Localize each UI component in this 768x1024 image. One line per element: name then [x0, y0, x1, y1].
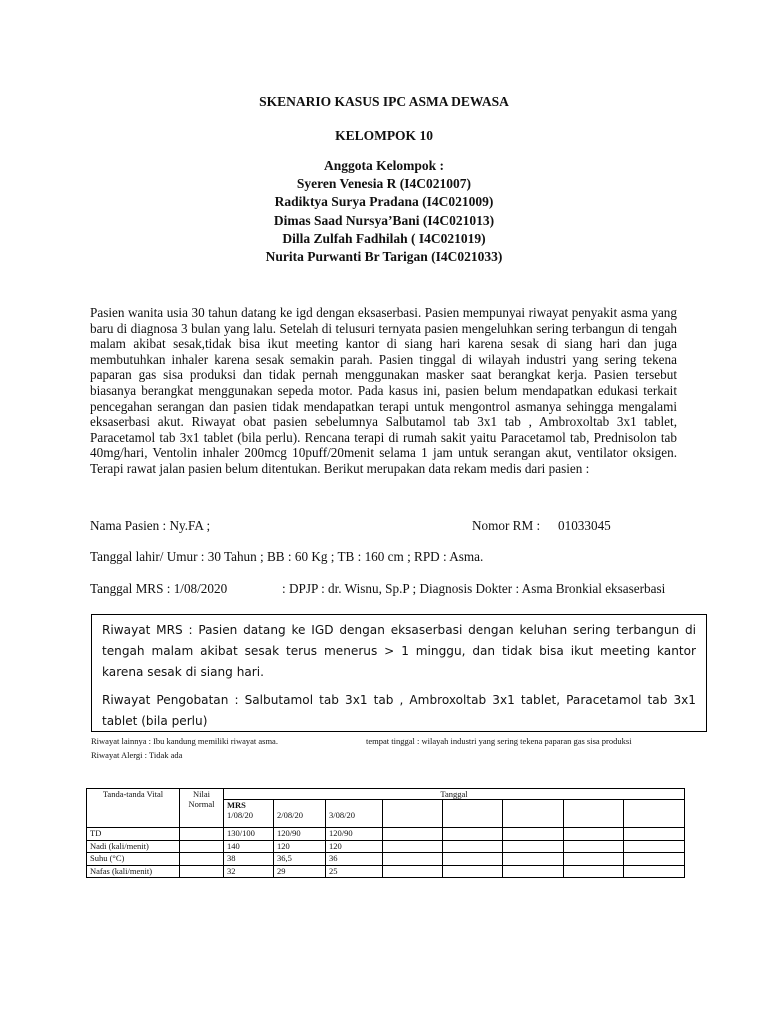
date-cell [224, 800, 274, 828]
date-cell: 2/08/20 [274, 800, 326, 828]
date-value: 1/08/20 [227, 810, 253, 820]
residence-note: tempat tinggal : wilayah industri yang sering tekena paparan gas sisa produksi [366, 736, 632, 746]
member-list [0, 157, 768, 266]
admission-marker: MRS [227, 800, 246, 810]
vital-value: 120/90 [326, 828, 383, 841]
vital-value: 25 [326, 865, 383, 878]
vital-label: TD [87, 828, 180, 841]
medication-history: Riwayat Pengobatan : Salbutamol tab 3x1 tab , Ambroxoltab 3x1 tablet, Paracetamol tab 3x1 tablet (bila perlu) [102, 693, 696, 728]
vital-signs-table [86, 788, 685, 878]
vital-label: Nadi (kali/menit) [87, 840, 180, 853]
vital-value: 140 [224, 840, 274, 853]
medical-record-number: 01033045 [558, 518, 611, 533]
header-normal-value: Nilai Normal [180, 789, 224, 828]
doctor-diagnosis: : DPJP : dr. Wisnu, Sp.P ; Diagnosis Dokter : Asma Bronkial eksaserbasi [282, 581, 666, 596]
member-list-heading: Anggota Kelompok : [323, 158, 444, 173]
patient-name: Nama Pasien : Ny.FA ; [90, 518, 211, 533]
date-cell [443, 800, 503, 828]
date-cell [624, 800, 685, 828]
table-row [87, 828, 685, 841]
table-row [87, 865, 685, 878]
case-narrative: Pasien wanita usia 30 tahun datang ke igd dengan eksaserbasi. Pasien mempunyai riwayat penyakit asma yang baru di diagnosa 3 bulan yang lalu. Setelah di telusuri ternyata pasien mengeluhkan sering terbangun di tengah malam akibat sesak,tidak bisa ikut meeting kantor di siang hari karena sesak di siang hari dan juga membutuhkan inhaler karena sesak semakin parah. Pasien tinggal di wilayah industri yang sering tekena paparan gas sisa produksi dan tidak pernah menggunakan masker saat berangkat kerja. Pasien tersebut biasanya berangkat menggunakan sepeda motor. Pada kasus ini, pasien belum mendapatkan edukasi terkait pencegahan serangan dan pasien tidak mendapatkan terapi untuk mengontrol asmanya sehingga mengalami eksaserbasi akut. Riwayat obat pasien sebelumnya Salbutamol tab 3x1 tab , Ambroxoltab 3x1 tablet, Paracetamol tab 3x1 tablet (bila perlu). Rencana terapi di rumah sakit yaitu Paracetamol tab, Prednisolon tab 40mg/hari, Ventolin inhaler 200mcg 10puff/20menit selama 1 jam untuk serangan akut, ventilator oksigen. Terapi rawat jalan pasien belum ditentukan. Berikut merupakan data rekam medis dari pasien : [90, 305, 677, 476]
member-name: Radiktya Surya Pradana (I4C021009) [274, 194, 494, 210]
vital-value: 32 [224, 865, 274, 878]
date-cell [383, 800, 443, 828]
patient-demographics: Tanggal lahir/ Umur : 30 Tahun ; BB : 60 Kg ; TB : 160 cm ; RPD : Asma. [90, 549, 484, 564]
allergy-history: Riwayat Alergi : Tidak ada [91, 750, 183, 760]
vital-value: 36,5 [274, 853, 326, 866]
vital-value: 130/100 [224, 828, 274, 841]
vital-label: Suhu (°C) [87, 853, 180, 866]
table-row [87, 840, 685, 853]
admission-history: Riwayat MRS : Pasien datang ke IGD dengan eksaserbasi dengan keluhan sering terbangun di tengah malam akibat sesak terus menerus > 1 minggu, dan tidak bisa ikut meeting kantor karena sesak di siang hari. [102, 623, 696, 679]
medical-record-label: Nomor RM : [472, 518, 541, 533]
table-row [87, 853, 685, 866]
other-history: Riwayat lainnya : Ibu kandung memiliki riwayat asma. [91, 736, 278, 746]
vital-value: 120/90 [274, 828, 326, 841]
history-box [91, 614, 707, 732]
header-date: Tanggal [224, 789, 685, 800]
vital-value: 29 [274, 865, 326, 878]
date-cell [564, 800, 624, 828]
member-name: Nurita Purwanti Br Tarigan (I4C021033) [265, 249, 503, 265]
vital-value: 38 [224, 853, 274, 866]
member-name: Dimas Saad Nursya’Bani (I4C021013) [273, 212, 495, 228]
member-name: Dilla Zulfah Fadhilah ( I4C021019) [282, 230, 486, 246]
date-cell [503, 800, 564, 828]
vital-value: 120 [326, 840, 383, 853]
admission-date: Tanggal MRS : 1/08/2020 [90, 581, 228, 596]
document-title: SKENARIO KASUS IPC ASMA DEWASA [259, 94, 509, 109]
member-name: Syeren Venesia R (I4C021007) [296, 176, 472, 192]
date-cell: 3/08/20 [326, 800, 383, 828]
vital-value: 120 [274, 840, 326, 853]
vital-label: Nafas (kali/menit) [87, 865, 180, 878]
vital-value: 36 [326, 853, 383, 866]
group-heading: KELOMPOK 10 [335, 128, 433, 143]
header-vital-signs: Tanda-tanda Vital [87, 789, 180, 828]
